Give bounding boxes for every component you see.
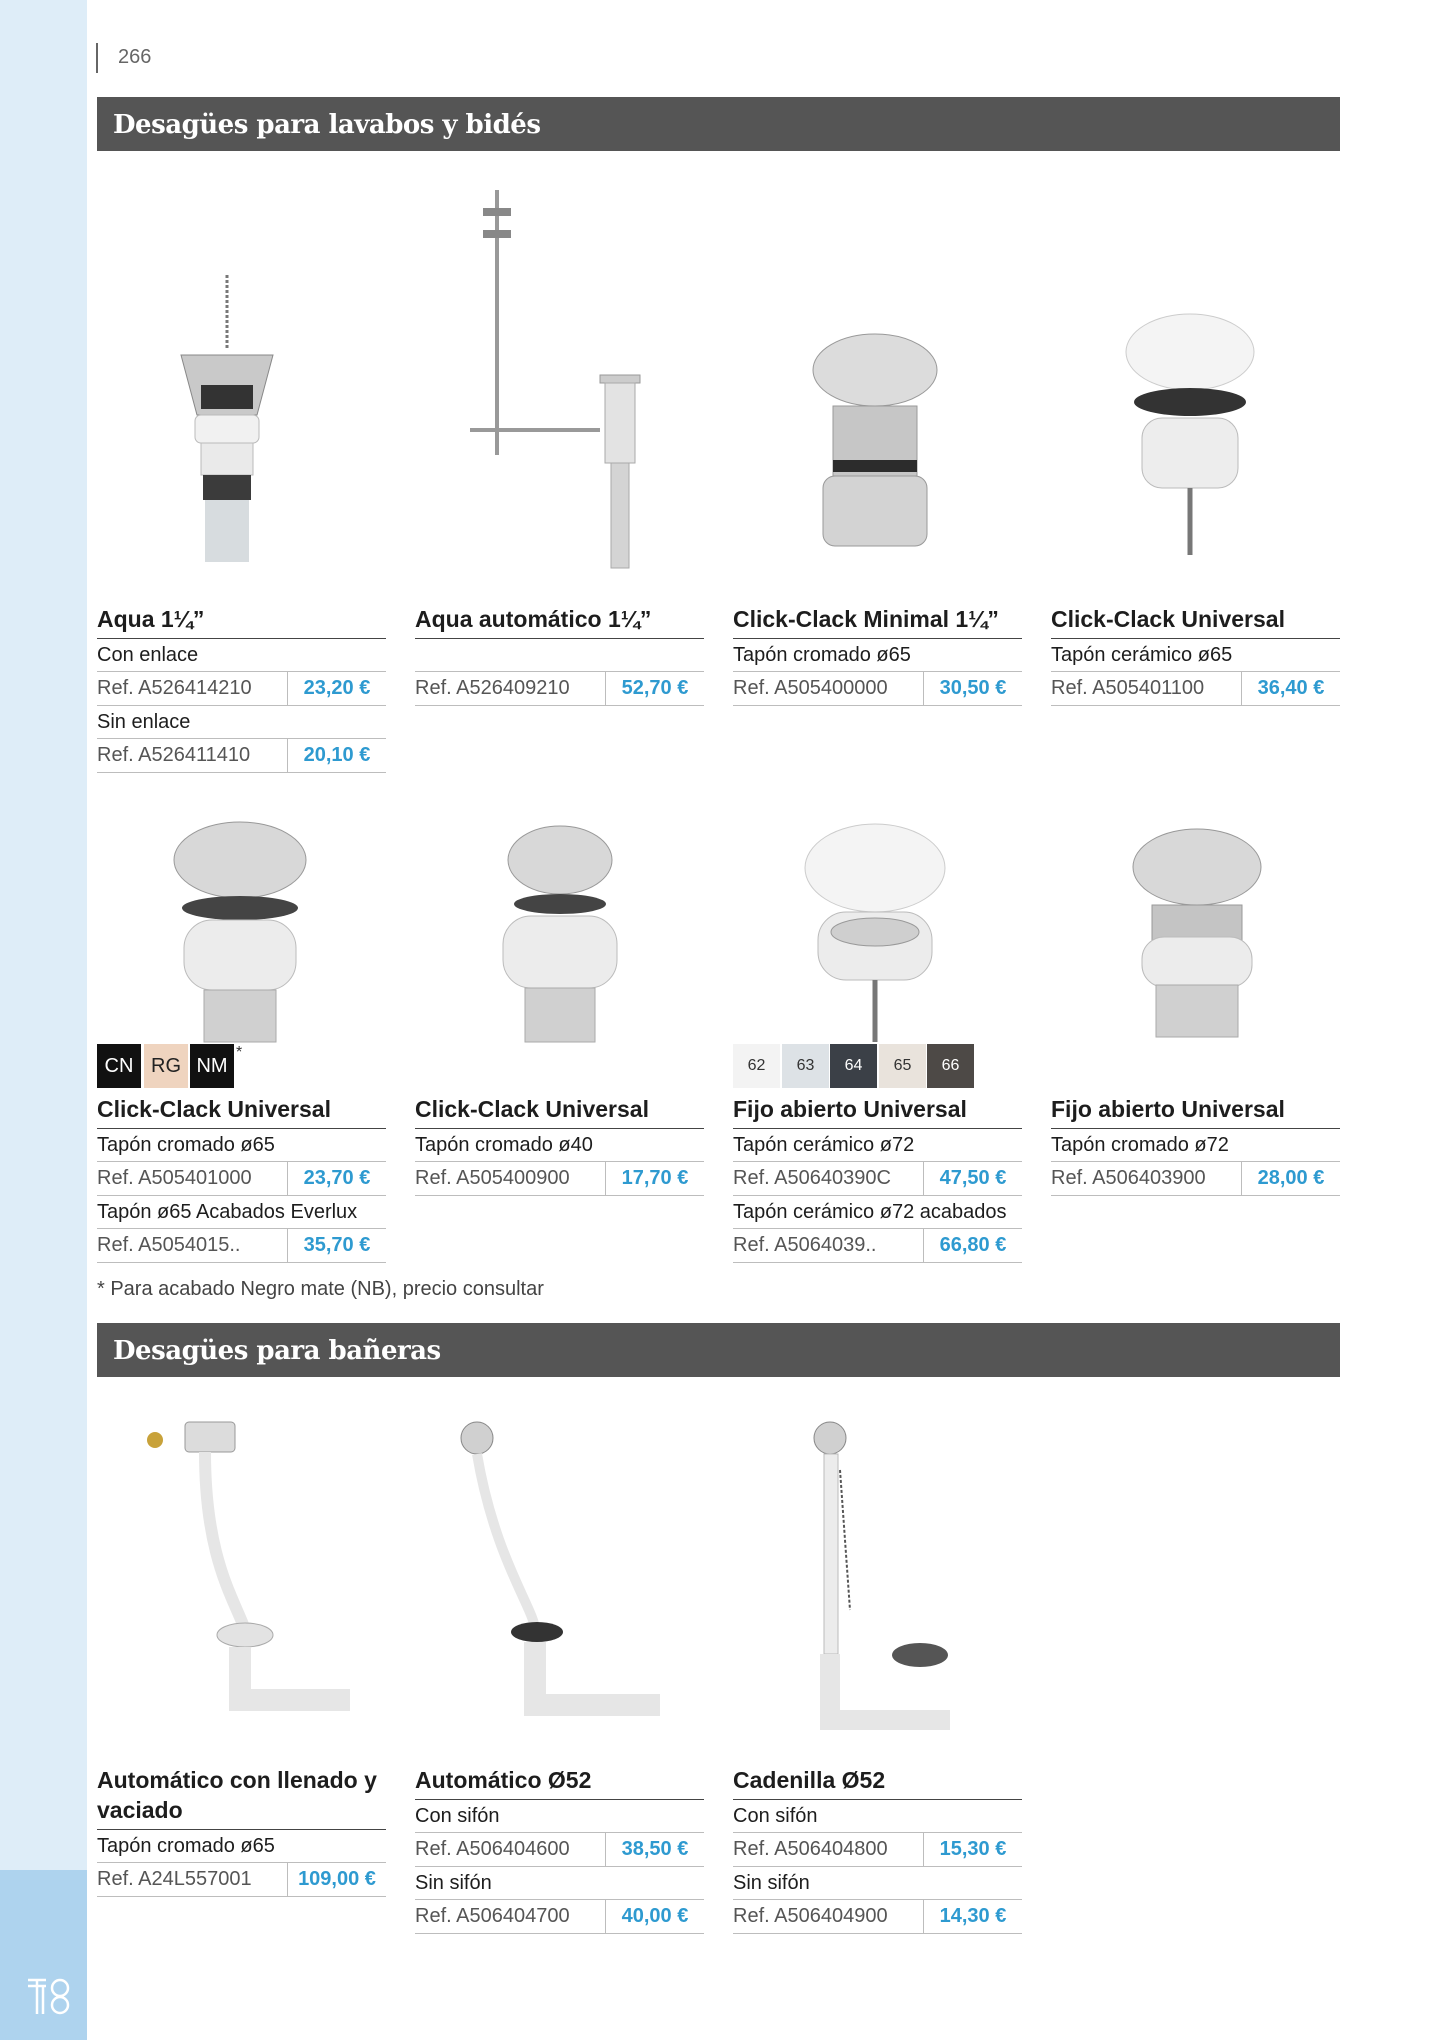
product-price: 30,50 € [939,677,1007,699]
product-price: 35,70 € [303,1234,371,1256]
product-title: Aqua 1¼” [97,606,205,632]
brand-logo-icon [26,1976,72,2018]
bath-chain-52-photo [800,1410,960,1740]
product-variant: Tapón cromado ø72 [1051,1129,1340,1162]
aqua-automatic-drain-photo [465,190,655,570]
page-number: 266 [118,46,152,68]
product-variant: Tapón cerámico ø72 [733,1129,1022,1162]
page-number-rule [96,43,98,73]
product-ref: Ref. A506404900 [733,1900,924,1933]
product-price: 38,50 € [621,1838,689,1860]
product-title: Fijo abierto Universal [1051,1096,1285,1122]
product-price: 52,70 € [621,677,689,699]
product-ref: Ref. A50640390C [733,1162,924,1195]
color-swatch: 65 [879,1044,926,1088]
finish-swatch: NM [190,1044,234,1088]
click-clack-chrome40-photo [495,820,625,1050]
product-variant: Con sifón [415,1800,704,1833]
product-title: Fijo abierto Universal [733,1096,967,1122]
product-ref: Ref. A526414210 [97,672,288,705]
product-title: Click-Clack Universal [97,1096,331,1122]
color-swatch: 66 [927,1044,974,1088]
product-price: 40,00 € [621,1905,689,1927]
product-variant: Sin enlace [97,706,386,739]
product-ref: Ref. A5054015.. [97,1229,288,1262]
color-swatch: 63 [782,1044,829,1088]
product-price: 15,30 € [939,1838,1007,1860]
bath-automatic-52-photo [455,1410,665,1730]
product-variant: Tapón cerámico ø72 acabados [733,1196,1022,1229]
product-title: Cadenilla Ø52 [733,1767,886,1793]
section-header-baneras [97,1323,1340,1377]
product-variant: Con sifón [733,1800,1022,1833]
product-price: 28,00 € [1257,1167,1325,1189]
product-card [415,604,704,706]
product-card [1051,1094,1340,1196]
product-price: 47,50 € [939,1167,1007,1189]
product-price: 23,70 € [303,1167,371,1189]
product-title: Automático con llenado y vaciado [97,1767,377,1823]
product-ref: Ref. A526411410 [97,739,288,772]
finish-swatch: RG [144,1044,188,1088]
section-header-lavabos [97,97,1340,151]
finish-swatch: CN [97,1044,141,1088]
product-title: Click-Clack Universal [1051,606,1285,632]
finish-asterisk: * [236,1044,243,1061]
product-variant: Sin sifón [733,1867,1022,1900]
product-variant: Tapón cerámico ø65 [1051,639,1340,672]
product-title: Automático Ø52 [415,1767,592,1793]
product-card [733,1094,1022,1263]
product-variant: Tapón cromado ø65 [97,1129,386,1162]
product-ref: Ref. A506403900 [1051,1162,1242,1195]
sidebar-strip [0,0,87,2040]
product-card [97,604,386,773]
product-card [733,1765,1022,1934]
aqua-drain-photo [165,275,290,565]
product-title: Click-Clack Minimal 1¼” [733,606,999,632]
product-card [97,1765,386,1897]
product-variant: Tapón ø65 Acabados Everlux [97,1196,386,1229]
product-price: 66,80 € [939,1234,1007,1256]
product-variant: Sin sifón [415,1867,704,1900]
color-swatch: 64 [830,1044,877,1088]
color-swatch: 62 [733,1044,780,1088]
product-price: 17,70 € [621,1167,689,1189]
product-card [733,604,1022,706]
click-clack-chrome65-photo [170,820,310,1050]
fijo-abierto-ceramic-photo [800,820,950,1045]
product-variant: Tapón cromado ø65 [733,639,1022,672]
product-card [415,1094,704,1196]
product-price: 20,10 € [303,744,371,766]
product-card [415,1765,704,1934]
bath-automatic-fill-photo [135,1410,355,1730]
product-card [1051,604,1340,706]
product-variant [415,639,704,672]
product-ref: Ref. A505400000 [733,672,924,705]
product-price: 23,20 € [303,677,371,699]
product-title: Click-Clack Universal [415,1096,649,1122]
fijo-abierto-chrome-photo [1130,825,1265,1045]
product-ref: Ref. A505401000 [97,1162,288,1195]
section-title: Desagües para lavabos y bidés [113,110,541,140]
click-clack-minimal-photo [805,330,945,560]
product-ref: Ref. A506404600 [415,1833,606,1866]
click-clack-ceramic-photo [1120,310,1260,560]
product-variant: Tapón cromado ø40 [415,1129,704,1162]
product-title: Aqua automático 1¼” [415,606,652,632]
product-ref: Ref. A5064039.. [733,1229,924,1262]
product-variant: Con enlace [97,639,386,672]
product-ref: Ref. A24L557001 [97,1863,288,1896]
section-title: Desagües para bañeras [113,1336,441,1366]
product-ref: Ref. A505400900 [415,1162,606,1195]
product-price: 14,30 € [939,1905,1007,1927]
product-price: 109,00 € [298,1868,376,1890]
product-ref: Ref. A505401100 [1051,672,1242,705]
product-card [97,1094,386,1263]
footnote: * Para acabado Negro mate (NB), precio consultar [97,1278,544,1300]
product-ref: Ref. A526409210 [415,672,606,705]
product-variant: Tapón cromado ø65 [97,1830,386,1863]
product-price: 36,40 € [1257,677,1325,699]
product-ref: Ref. A506404700 [415,1900,606,1933]
product-ref: Ref. A506404800 [733,1833,924,1866]
